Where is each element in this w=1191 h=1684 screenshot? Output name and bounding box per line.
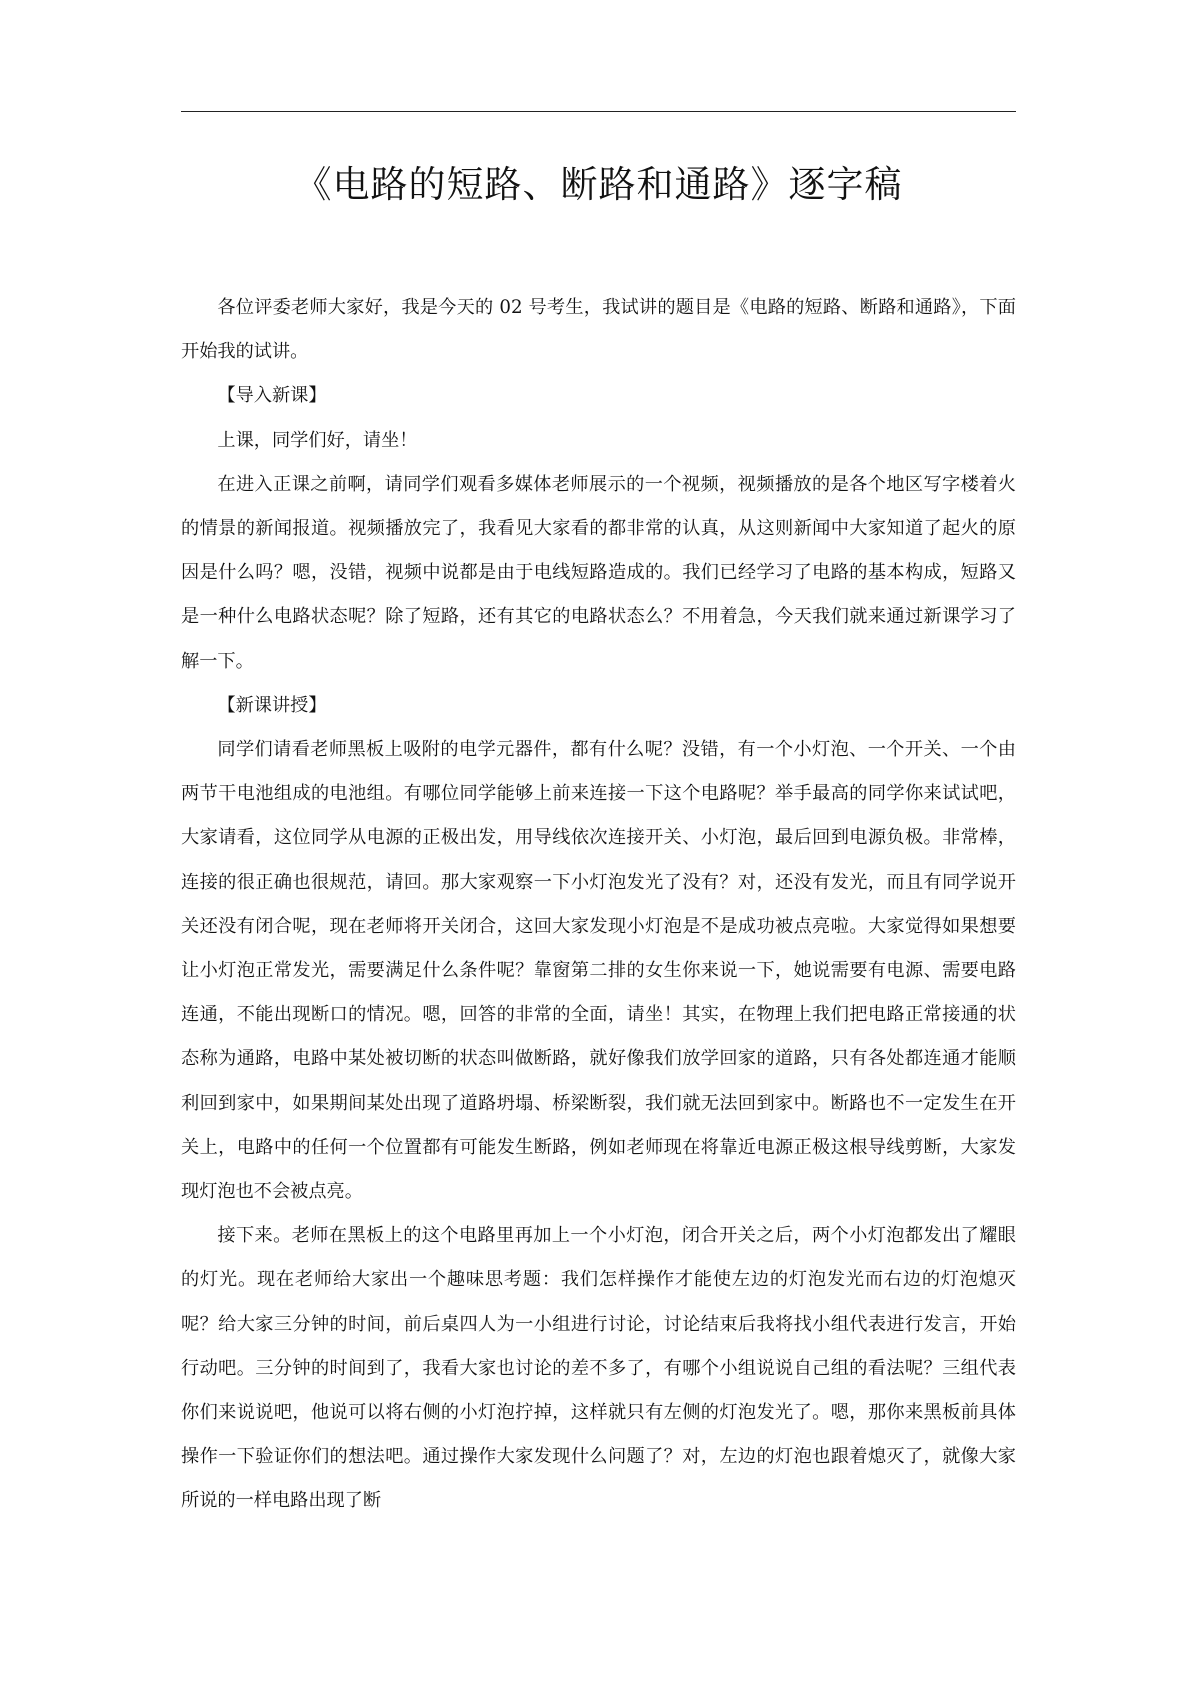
document-body: [181, 286, 1016, 1524]
paragraph-circuit-demo: 同学们请看老师黑板上吸附的电学元器件，都有什么呢？没错，有一个小灯泡、一个开关、一个由两节干电池组成的电池组。有哪位同学能够上前来连接一下这个电路呢？举手最高的同学你来试试吧，大家请看，这位同学从电源的正极出发，用导线依次连接开关、小灯泡，最后回到电源负极。非常棒，连接的很正确也很规范，请回。那大家观察一下小灯泡发光了没有？对，还没有发光，而且有同学说开关还没有闭合呢，现在老师将开关闭合，这回大家发现小灯泡是不是成功被点亮啦。大家觉得如果想要让小灯泡正常发光，需要满足什么条件呢？靠窗第二排的女生你来说一下，她说需要有电源、需要电路连通，不能出现断口的情况。嗯，回答的非常的全面，请坐！其实，在物理上我们把电路正常接通的状态称为通路，电路中某处被切断的状态叫做断路，就好像我们放学回家的道路，只有各处都连通才能顺利回到家中，如果期间某处出现了道路坍塌、桥梁断裂，我们就无法回到家中。断路也不一定发生在开关上，电路中的任何一个位置都有可能发生断路，例如老师现在将靠近电源正极这根导线剪断，大家发现灯泡也不会被点亮。: [181, 739, 1016, 1203]
paragraph-opening: 各位评委老师大家好，我是今天的 02 号考生，我试讲的题目是《电路的短路、断路和通路》，下面开始我的试讲。: [181, 297, 1016, 363]
header-rule: [181, 111, 1016, 112]
section-heading-new-lesson: 【新课讲授】: [217, 694, 327, 716]
section-heading-intro: 【导入新课】: [217, 385, 327, 407]
paragraph-intro-video: 在进入正课之前啊，请同学们观看多媒体老师展示的一个视频，视频播放的是各个地区写字楼着火的情景的新闻报道。视频播放完了，我看见大家看的都非常的认真，从这则新闻中大家知道了起火的原因是什么吗？嗯，没错，视频中说都是由于电线短路造成的。我们已经学习了电路的基本构成，短路又是一种什么电路状态呢？除了短路，还有其它的电路状态么？不用着急，今天我们就来通过新课学习了解一下。: [181, 473, 1016, 672]
document-title: 《电路的短路、断路和通路》逐字稿: [294, 163, 903, 206]
paragraph-greeting: 上课，同学们好，请坐！: [217, 429, 418, 451]
paragraph-two-bulbs: 接下来。老师在黑板上的这个电路里再加上一个小灯泡，闭合开关之后，两个小灯泡都发出了耀眼的灯光。现在老师给大家出一个趣味思考题：我们怎样操作才能使左边的灯泡发光而右边的灯泡熄灭呢？给大家三分钟的时间，前后桌四人为一小组进行讨论，讨论结束后我将找小组代表进行发言，开始行动吧。三分钟的时间到了，我看大家也讨论的差不多了，有哪个小组说说自己组的看法呢？三组代表你们来说说吧，他说可以将右侧的小灯泡拧掉，这样就只有左侧的灯泡发光了。嗯，那你来黑板前具体操作一下验证你们的想法吧。通过操作大家发现什么问题了？对，左边的灯泡也跟着熄灭了，就像大家所说的一样电路出现了断: [181, 1225, 1016, 1512]
